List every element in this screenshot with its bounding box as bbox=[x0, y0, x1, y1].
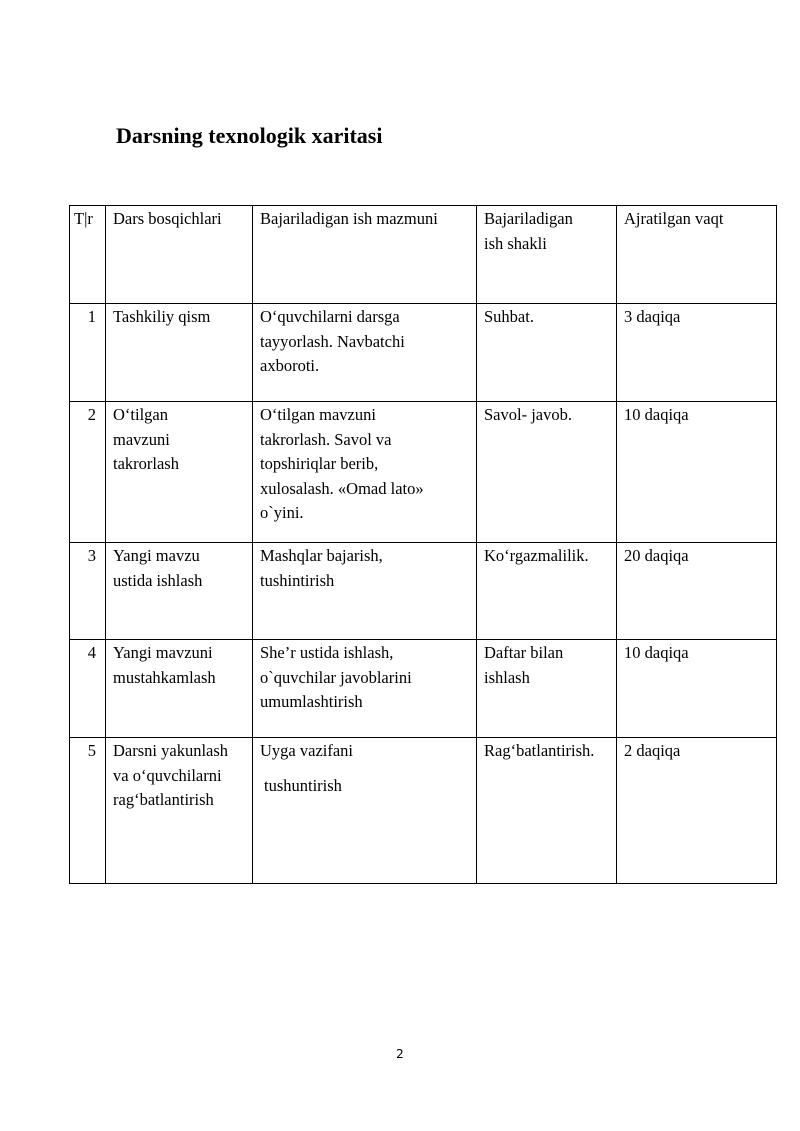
form-cell: Rag‘batlantirish. bbox=[477, 738, 617, 884]
row-number: 4 bbox=[70, 640, 106, 738]
stage-cell: Yangi mavzu ustida ishlash bbox=[106, 543, 253, 640]
header-cell-time: Ajratilgan vaqt bbox=[617, 206, 777, 304]
page-number: 2 bbox=[396, 1047, 404, 1061]
content-cell: Uygа vazifani tushuntirish bbox=[253, 738, 477, 884]
stage-cell: Tashkiliy qism bbox=[106, 304, 253, 402]
content-cell: Mashqlar bajarish, tushintirish bbox=[253, 543, 477, 640]
table-row bbox=[70, 738, 777, 884]
form-cell: Daftar bilan ishlash bbox=[477, 640, 617, 738]
row-number: 5 bbox=[70, 738, 106, 884]
lesson-plan-table bbox=[69, 205, 777, 884]
content-cell: She’r ustida ishlash, o`quvchilar javoblarini umumlashtirish bbox=[253, 640, 477, 738]
content-cell: O‘quvchilarni darsga tayyorlash. Navbatchi axboroti. bbox=[253, 304, 477, 402]
time-cell: 10 daqiqa bbox=[617, 640, 777, 738]
time-cell: 2 daqiqa bbox=[617, 738, 777, 884]
table-row bbox=[70, 402, 777, 543]
table-header-row bbox=[70, 206, 777, 304]
header-cell-form: Bajariladigan ish shakli bbox=[477, 206, 617, 304]
table-row bbox=[70, 304, 777, 402]
stage-cell: Darsni yakunlash va o‘quvchilarni rag‘batlantirish bbox=[106, 738, 253, 884]
row-number: 2 bbox=[70, 402, 106, 543]
stage-cell: Yangi mavzuni mustahkamlash bbox=[106, 640, 253, 738]
time-cell: 3 daqiqa bbox=[617, 304, 777, 402]
time-cell: 10 daqiqa bbox=[617, 402, 777, 543]
page-title: Darsning texnologik xaritasi bbox=[116, 123, 383, 148]
form-cell: Suhbat. bbox=[477, 304, 617, 402]
form-cell: Ko‘rgazmalilik. bbox=[477, 543, 617, 640]
stage-cell: O‘tilgan mavzuni takrorlash bbox=[106, 402, 253, 543]
row-number: 3 bbox=[70, 543, 106, 640]
table-row bbox=[70, 640, 777, 738]
header-cell-stage: Dars bosqichlari bbox=[106, 206, 253, 304]
content-cell: O‘tilgan mavzuni takrorlash. Savol va topshiriqlar berib, xulosalash. «Omad lato» o`yini. bbox=[253, 402, 477, 543]
form-cell: Savol- javob. bbox=[477, 402, 617, 543]
table-row bbox=[70, 543, 777, 640]
row-number: 1 bbox=[70, 304, 106, 402]
header-cell-content: Bajariladigan ish mazmuni bbox=[253, 206, 477, 304]
header-cell-num: T|r bbox=[70, 206, 106, 304]
time-cell: 20 daqiqa bbox=[617, 543, 777, 640]
